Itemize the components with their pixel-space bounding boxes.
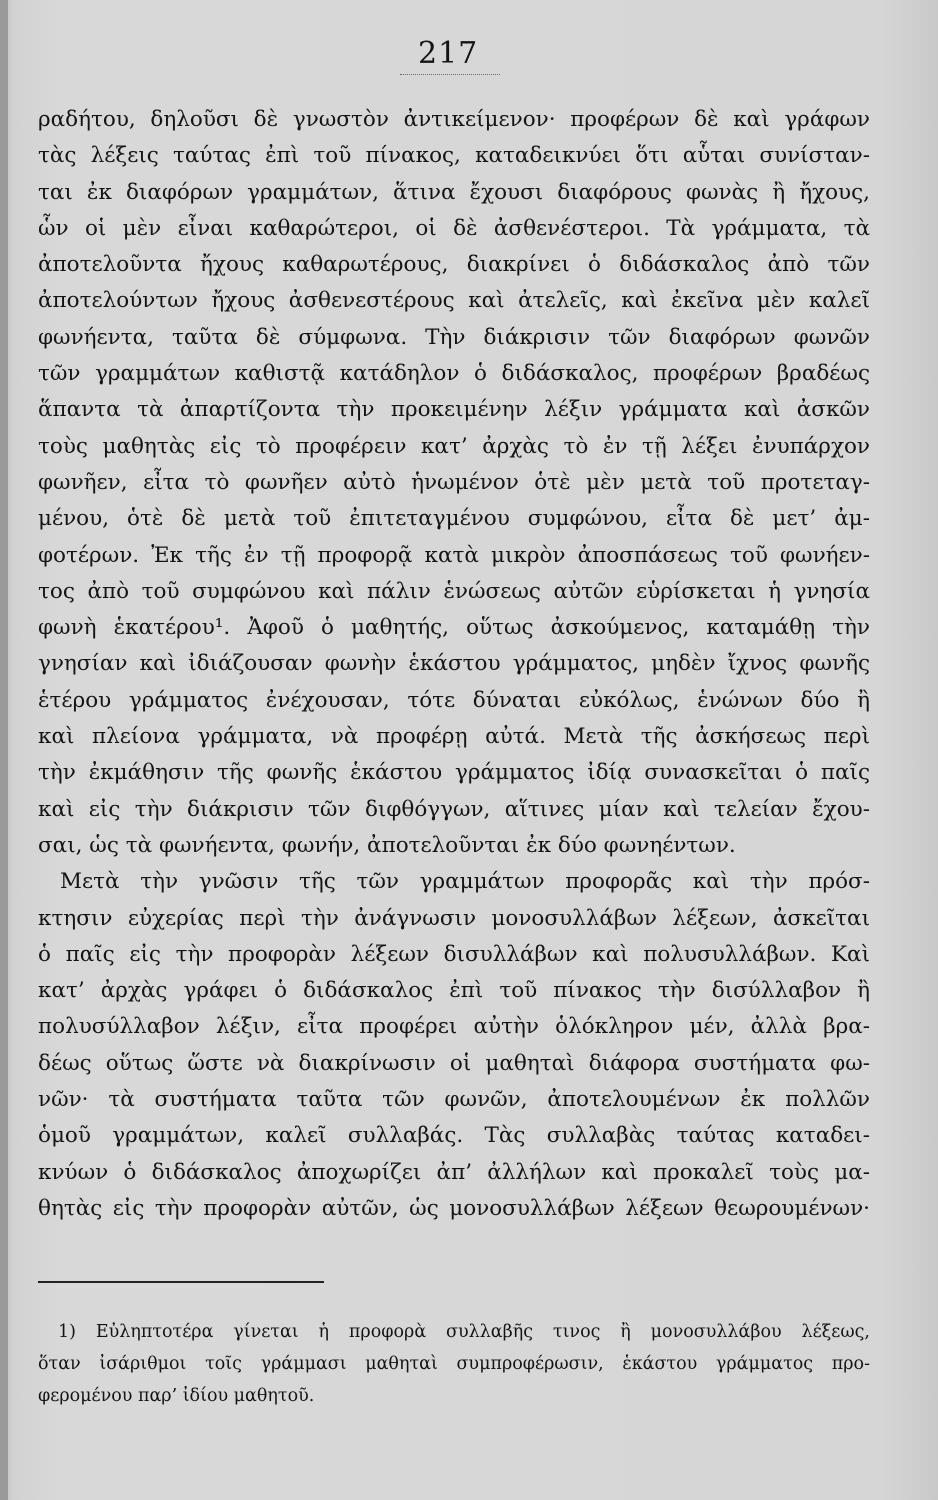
- page-number: 217: [418, 36, 479, 71]
- text-line: κνύων ὁ διδάσκαλος ἀποχωρίζει ἀπ’ ἀλλήλων καὶ προκαλεῖ τοὺς μα-: [38, 1159, 870, 1185]
- text-line: ἅπαντα τὰ ἀπαρτίζοντα τὴν προκειμένην λέξιν γράμματα καὶ ἀσκῶν: [38, 397, 870, 423]
- text-line: καὶ εἰς τὴν διάκρισιν τῶν διφθόγγων, αἵτινες μίαν καὶ τελείαν ἔχου-: [38, 796, 870, 822]
- text-line: γνησίαν καὶ ἰδιάζουσαν φωνὴν ἑκάστου γράμματος, μηδὲν ἴχνος φωνῆς: [38, 651, 870, 677]
- footnote-line: φερομένου παρ’ ἰδίου μαθητοῦ.: [38, 1386, 315, 1406]
- text-line: τὰς λέξεις ταύτας ἐπὶ τοῦ πίνακος, καταδεικνύει ὅτι αὗται συνίσταν-: [38, 143, 870, 169]
- text-line: σαι, ὡς τὰ φωνήεντα, φωνήν, ἀποτελοῦνται ἐκ δύο φωνηέντων.: [38, 832, 736, 858]
- text-line: ραδήτου, δηλοῦσι δὲ γνωστὸν ἀντικείμενον· προφέρων δὲ καὶ γράφων: [38, 107, 870, 132]
- page-binding-edge: [0, 0, 8, 1500]
- text-line: τος ἀπὸ τοῦ συμφώνου καὶ πάλιν ἑνώσεως αὐτῶν εὑρίσκεται ἡ γνησία: [38, 578, 870, 604]
- text-line: κτησιν εὐχερίας περὶ τὴν ἀνάγνωσιν μονοσυλλάβων λέξεων, ἀσκεῖται: [38, 905, 870, 931]
- text-line: τὴν ἐκμάθησιν τῆς φωνῆς ἑκάστου γράμματος ἰδίᾳ συνασκεῖται ὁ παῖς: [38, 760, 870, 786]
- text-line: μένου, ὁτὲ δὲ μετὰ τοῦ ἐπιτεταγμένου συμφώνου, εἶτα δὲ μετ’ ἀμ-: [38, 506, 870, 532]
- text-line: ται ἐκ διαφόρων γραμμάτων, ἅτινα ἔχουσι διαφόρους φωνὰς ἢ ἤχους,: [38, 179, 870, 205]
- text-line: πολυσύλλαβον λέξιν, εἶτα προφέρει αὐτὴν ὁλόκληρον μέν, ἀλλὰ βρα-: [38, 1014, 870, 1040]
- text-line: κατ’ ἀρχὰς γράφει ὁ διδάσκαλος ἐπὶ τοῦ πίνακος τὴν δισύλλαβον ἢ: [38, 978, 870, 1004]
- text-line: δέως οὕτως ὥστε νὰ διακρίνωσιν οἱ μαθηταὶ διάφορα συστήματα φω-: [38, 1050, 870, 1076]
- text-line: φωνήεντα, ταῦτα δὲ σύμφωνα. Τὴν διάκρισιν τῶν διαφόρων φωνῶν: [38, 324, 870, 350]
- text-line: τῶν γραμμάτων καθιστᾷ κατάδηλον ὁ διδάσκαλος, προφέρων βραδέως: [38, 361, 870, 387]
- footnote-rule: [38, 1281, 324, 1283]
- text-line: ἀποτελοῦντα ἤχους καθαρωτέρους, διακρίνει ὁ διδάσκαλος ἀπὸ τῶν: [38, 252, 870, 278]
- header-rule: [400, 74, 500, 75]
- text-line: φωνὴ ἑκατέρου¹. Ἀφοῦ ὁ μαθητής, οὕτως ἀσκούμενος, καταμάθῃ τὴν: [38, 615, 870, 641]
- paragraph-start-line: Μετὰ τὴν γνῶσιν τῆς τῶν γραμμάτων προφορᾶς καὶ τὴν πρόσ-: [60, 869, 870, 895]
- text-line: νῶν· τὰ συστήματα ταῦτα τῶν φωνῶν, ἀποτελουμένων ἐκ πολλῶν: [38, 1087, 870, 1113]
- body-text: [38, 102, 870, 1227]
- footnote: [38, 1316, 870, 1412]
- footnote-line: 1) Εὐληπτοτέρα γίνεται ἡ προφορὰ συλλαβῆς τινος ἢ μονοσυλλάβου λέξεως,: [58, 1322, 870, 1342]
- text-line: καὶ πλείονα γράμματα, νὰ προφέρῃ αὐτά. Μετὰ τῆς ἀσκήσεως περὶ: [38, 724, 870, 750]
- text-line: τοὺς μαθητὰς εἰς τὸ προφέρειν κατ’ ἀρχὰς τὸ ἐν τῇ λέξει ἐνυπάρχον: [38, 433, 870, 459]
- text-line: ὁ παῖς εἰς τὴν προφορὰν λέξεων δισυλλάβων καὶ πολυσυλλάβων. Καὶ: [38, 941, 870, 967]
- footnote-line: ὅταν ἰσάριθμοι τοῖς γράμμασι μαθηταὶ συμπροφέρωσιν, ἑκάστου γράμματος προ-: [38, 1354, 870, 1374]
- text-line: ἀποτελούντων ἤχους ἀσθενεστέρους καὶ ἀτελεῖς, καὶ ἐκεῖνα μὲν καλεῖ: [38, 288, 870, 314]
- text-line: φωνῆεν, εἶτα τὸ φωνῆεν αὐτὸ ἡνωμένον ὁτὲ μὲν μετὰ τοῦ προτεταγ-: [38, 469, 870, 495]
- text-line: ὁμοῦ γραμμάτων, καλεῖ συλλαβάς. Τὰς συλλαβὰς ταύτας καταδει-: [38, 1123, 870, 1149]
- text-line: ὧν οἱ μὲν εἶναι καθαρώτεροι, οἱ δὲ ἀσθενέστεροι. Τὰ γράμματα, τὰ: [38, 215, 870, 241]
- text-line: θητὰς εἰς τὴν προφορὰν αὐτῶν, ὡς μονοσυλλάβων λέξεων θεωρουμένων·: [38, 1195, 870, 1221]
- text-line: ἑτέρου γράμματος ἐνέχουσαν, τότε δύναται εὐκόλως, ἑνώνων δύο ἢ: [38, 687, 870, 713]
- text-line: φοτέρων. Ἐκ τῆς ἐν τῇ προφορᾷ κατὰ μικρὸν ἀποσπάσεως τοῦ φωνήεν-: [38, 542, 870, 568]
